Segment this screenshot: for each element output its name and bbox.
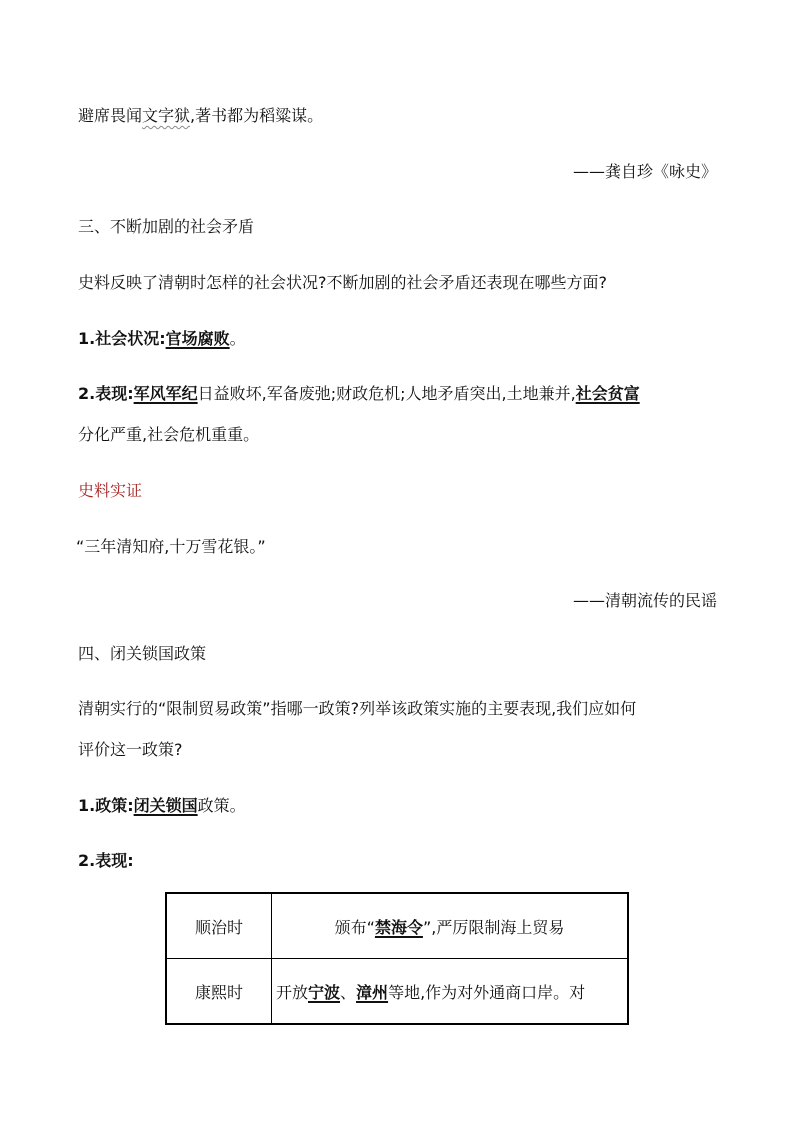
- section4-question-line1: 清朝实行的“限制贸易政策”指哪一政策?列举该政策实施的主要表现,我们应如何: [78, 699, 637, 718]
- policy-table: [165, 892, 629, 1025]
- section4-answer-1: [78, 795, 246, 817]
- table-cell-content: [272, 959, 629, 1025]
- answer-text: 日益败坏,军备废弛;财政危机;人地矛盾突出,土地兼并,: [197, 384, 576, 403]
- section3-heading: 三、不断加剧的社会矛盾: [78, 217, 255, 236]
- opening-source: ——龚自珍《咏史》: [572, 162, 717, 181]
- opening-poem-line: [78, 105, 323, 127]
- answer-key-term: 军风军纪: [133, 384, 198, 403]
- table-row: [166, 893, 628, 959]
- section4-heading: 四、闭关锁国政策: [78, 644, 207, 663]
- cell-text: 颁布“: [334, 917, 375, 937]
- table-cell-era: 康熙时: [166, 959, 272, 1025]
- answer-key-term: 官场腐败: [165, 329, 230, 348]
- opening-wavy-term: 文字狱: [142, 106, 191, 125]
- opening-after: ,著书都为稻粱谋。: [190, 106, 324, 125]
- quote-source: ——清朝流传的民谣: [572, 591, 717, 610]
- answer-end: 。: [229, 329, 246, 348]
- section3-question: 史料反映了清朝时怎样的社会状况?不断加剧的社会矛盾还表现在哪些方面?: [78, 273, 607, 292]
- answer-label: 1.政策:: [78, 796, 134, 815]
- section3-answer-2-line2: 分化严重,社会危机重重。: [78, 425, 260, 444]
- opening-before: 避席畏闻: [78, 106, 143, 125]
- section4-answer-2-label: 2.表现:: [78, 851, 134, 870]
- cell-key-term: 禁海令: [374, 917, 423, 937]
- cell-text: ”,严厉限制海上贸易: [422, 917, 565, 937]
- evidence-label: 史料实证: [78, 481, 143, 500]
- section4-question-line2: 评价这一政策?: [78, 740, 183, 759]
- table-cell-content: [272, 893, 629, 959]
- cell-text: 、: [340, 982, 357, 1002]
- section3-answer-1: [78, 328, 246, 350]
- answer-key-term: 社会贫富: [575, 384, 640, 403]
- table-cell-era: 顺治时: [166, 893, 272, 959]
- answer-label: 1.社会状况:: [78, 329, 166, 348]
- answer-key-term: 闭关锁国: [133, 796, 198, 815]
- cell-key-term: 漳州: [356, 982, 389, 1002]
- folk-quote: “三年清知府,十万雪花银。”: [76, 537, 266, 556]
- cell-text: 等地,作为对外通商口岸。对: [388, 982, 586, 1002]
- answer-end: 政策。: [197, 796, 246, 815]
- section3-answer-2-line1: [78, 383, 640, 405]
- cell-text: 开放: [276, 982, 309, 1002]
- answer-label: 2.表现:: [78, 384, 134, 403]
- table-row: [166, 959, 628, 1025]
- cell-key-term: 宁波: [308, 982, 341, 1002]
